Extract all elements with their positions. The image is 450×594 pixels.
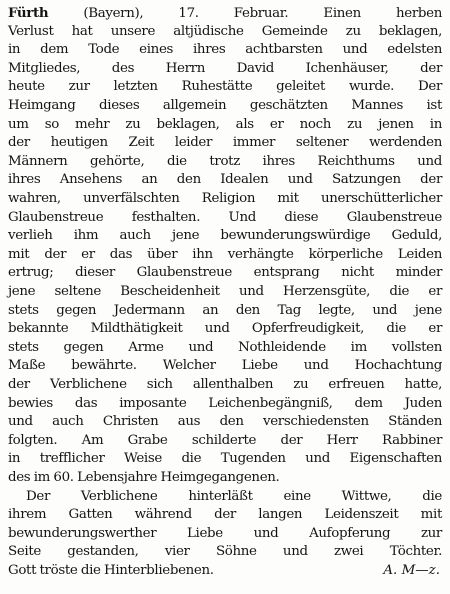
article-line-9: Männern gehörte, die trotz ihres Reichthums und — [8, 153, 442, 169]
article-line-20: Maße bewährte. Welcher Liebe und Hochachtung — [8, 358, 442, 374]
article-line-17: stets gegen Jedermann an den Tag legte, und jene — [8, 302, 442, 318]
article-line-18: bekannte Mildthätigkeit und Opferfreudigkeit, die er — [8, 321, 442, 337]
dateline-rest: (Bayern), 17. Februar. Einen herben — [48, 6, 442, 21]
article-line-4: Mitgliedes, des Herrn David Ichenhäuser, der — [8, 60, 442, 76]
article-line-27: Der Verblichene hinterläßt eine Wittwe, die — [26, 488, 442, 504]
article-line-26: des im 60. Lebensjahre Heimgegangenen. — [8, 470, 280, 485]
article-line-15: ertrug; dieser Glaubenstreue entsprang nicht minder — [8, 265, 442, 281]
article-line-13: verlieh ihm auch jene bewunderungswürdige Geduld, — [8, 228, 442, 244]
article-line-1 — [8, 4, 442, 23]
article-line-8: der heutigen Zeit leider immer seltener werdenden — [8, 135, 442, 151]
article-line-29: bewunderungswerther Liebe und Aufopferung zur — [8, 525, 442, 541]
article-line-22: bewies das imposante Leichenbegängniß, dem Juden — [8, 395, 442, 411]
article-line-23: und auch Christen aus den verschiedensten Ständen — [8, 414, 442, 430]
dateline-place: Fürth — [8, 5, 49, 21]
article-line-2: Verlust hat unsere altjüdische Gemeinde zu beklagen, — [8, 23, 442, 39]
article-line-11: wahren, unverfälschten Religion mit unerschütterlicher — [8, 191, 442, 206]
author-signature: A. M—z. — [383, 563, 440, 578]
article-line-7: um so mehr zu beklagen, als er noch zu jenen in — [8, 116, 442, 132]
article-line-5: heute zur letzten Ruhestätte geleitet wurde. Der — [8, 79, 442, 95]
article-line-6: Heimgang dieses allgemein geschätzten Mannes ist — [8, 98, 442, 113]
article-line-25: in trefflicher Weise die Tugenden und Eigenschaften — [8, 451, 442, 467]
article-line-16: jene seltene Bescheidenheit und Herzensgüte, die er — [8, 284, 442, 299]
article-line-3: in dem Tode eines ihres achtbarsten und edelsten — [8, 42, 442, 58]
article-line-14: mit der er das über ihn verhängte körperliche Leiden — [8, 246, 442, 262]
article-line-30: Seite gestanden, vier Söhne und zwei Töchter. — [8, 544, 442, 560]
article-line-12: Glaubenstreue festhalten. Und diese Glaubenstreue — [8, 209, 442, 225]
article-line-24: folgten. Am Grabe schilderte der Herr Rabbiner — [8, 432, 442, 448]
article-line-31: Gott tröste die Hinterbliebenen. — [8, 563, 214, 578]
article-line-19: stets gegen Arme und Nothleidende im vollsten — [8, 339, 442, 355]
article-line-28: ihrem Gatten während der langen Leidenszeit mit — [8, 507, 442, 523]
article-line-10: ihres Ansehens an den Idealen und Satzungen der — [8, 172, 442, 188]
article-line-21: der Verblichene sich allenthalben zu erfreuen hatte, — [8, 377, 442, 392]
